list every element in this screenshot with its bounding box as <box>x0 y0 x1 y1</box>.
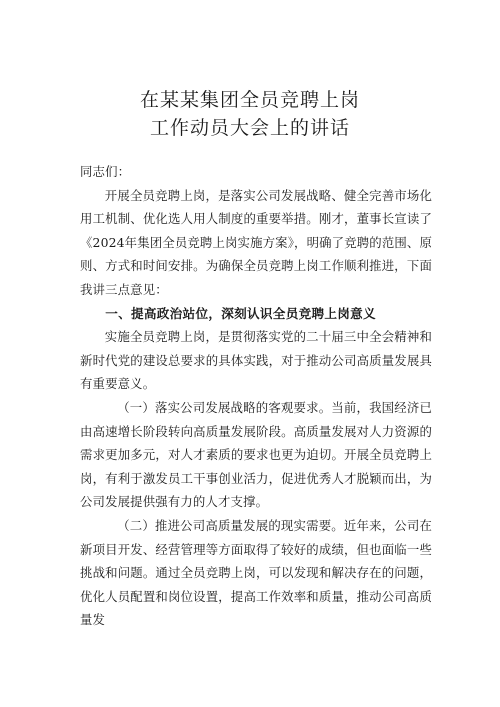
salutation: 同志们： <box>80 164 131 179</box>
title-line-2: 工作动员大会上的讲话 <box>149 117 350 139</box>
subsection-1-paragraph: （一）落实公司发展战略的客观要求。当前，我国经济已由高速增长阶段转向高质量发展阶段。高质量发展对人力资源的需求更加多元，对人才素质的要求也更为迫切。开展全员竞聘上岗，有利于激发员工干事创业活力，促进优秀人才脱颖而出，为公司发展提供强有力的人才支撑。 <box>80 399 432 510</box>
document-title <box>0 86 500 142</box>
intro-paragraph: 开展全员竞聘上岗，是落实公司发展战略、健全完善市场化用工机制、优化选人用人制度的重要举措。刚才，董事长宣读了《2024年集团全员竞聘上岗实施方案》，明确了竞聘的范围、原则、方式和时间安排。为确保全员竞聘上岗工作顺利推进，下面我讲三点意见： <box>80 187 432 297</box>
title-line-1: 在某某集团全员竞聘上岗 <box>139 89 360 111</box>
subsection-2-paragraph: （二）推进公司高质量发展的现实需要。近年来，公司在新项目开发、经营管理等方面取得了较好的成绩，但也面临一些挑战和问题。通过全员竞聘上岗，可以发现和解决存在的问题，优化人员配置和岗位设置，提高工作效率和质量，推动公司高质量发 <box>80 517 432 628</box>
document-body <box>80 160 432 632</box>
section-1-paragraph: 实施全员竞聘上岗，是贯彻落实党的二十届三中全会精神和新时代党的建设总要求的具体实践，对于推动公司高质量发展具有重要意义。 <box>80 329 432 392</box>
section-heading-1: 一、提高政治站位，深刻认识全员竞聘上岗意义 <box>105 305 376 321</box>
